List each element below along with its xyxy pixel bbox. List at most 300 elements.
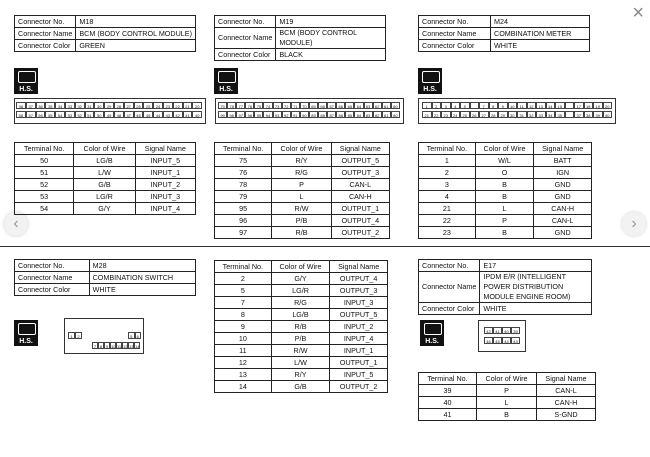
connector-color-label: Connector Color — [419, 40, 491, 52]
connector-pin: 54 — [55, 111, 65, 118]
terminal-no-cell: 76 — [215, 167, 272, 179]
connector-pin: 71 — [291, 102, 300, 109]
terminal-no-cell: 10 — [215, 333, 272, 345]
connector-color-label: Connector Color — [419, 303, 480, 315]
connector-pin: 7 — [93, 344, 97, 349]
signal-name-cell: CAN-H — [534, 203, 592, 215]
signal-name-cell: INPUT_2 — [330, 321, 388, 333]
connector-color-value: GREEN — [76, 40, 196, 52]
connector-diagram-e17 — [478, 320, 526, 352]
connector-pin: 93 — [273, 111, 282, 118]
terminal-no-cell: 2 — [419, 167, 476, 179]
wire-color-cell: R/W — [271, 345, 330, 357]
connector-pin: 1 — [422, 102, 432, 109]
connector-pin: 31 — [85, 102, 95, 109]
connector-pin: 11 — [517, 102, 527, 109]
terminal-row — [215, 345, 388, 357]
connector-color-value: WHITE — [480, 303, 592, 315]
connector-diagram-m28 — [64, 318, 144, 354]
connector-pin: 26 — [470, 111, 480, 118]
connector-pin: 82 — [373, 111, 382, 118]
terminal-row — [419, 397, 596, 409]
connector-name-value: BCM (BODY CONTROL MODULE) — [276, 28, 386, 49]
connector-pin: 2 — [432, 102, 442, 109]
connector-pin: 33 — [536, 111, 546, 118]
connector-pin: 45 — [143, 111, 153, 118]
connector-pin: 96 — [245, 111, 254, 118]
signal-name-header: Signal Name — [330, 261, 388, 273]
signal-name-cell: GND — [534, 227, 592, 239]
connector-color-value: WHITE — [89, 284, 195, 296]
connector-pin: 3 — [441, 102, 451, 109]
connector-name-label: Connector Name — [215, 28, 276, 49]
wire-color-cell: L/W — [271, 357, 330, 369]
terminal-no-cell: 96 — [215, 215, 272, 227]
connector-pin: 20 — [192, 102, 202, 109]
terminal-no-cell: 53 — [15, 191, 74, 203]
connector-diagram-m19 — [215, 98, 404, 124]
wire-color-cell: LG/B — [271, 309, 330, 321]
terminal-row — [215, 297, 388, 309]
connector-pin: 27 — [479, 111, 489, 118]
wire-color-header: Color of Wire — [477, 373, 537, 385]
close-icon[interactable]: × — [632, 2, 644, 24]
connector-no-value: M19 — [276, 16, 386, 28]
connector-pin: 2 — [75, 332, 82, 339]
signal-name-cell: INPUT_1 — [330, 345, 388, 357]
connector-pin: 91 — [291, 111, 300, 118]
signal-name-header: Signal Name — [331, 143, 389, 155]
connector-pin: 19 — [593, 102, 603, 109]
connector-pin: 58 — [16, 111, 26, 118]
wire-color-cell: G/Y — [271, 273, 330, 285]
connector-pin: 34 — [55, 102, 65, 109]
connector-pin: 72 — [282, 102, 291, 109]
wire-color-cell: R/Y — [271, 369, 330, 381]
terminal-no-cell: 13 — [215, 369, 272, 381]
signal-name-cell: CAN-H — [331, 191, 389, 203]
connector-pin: 28 — [489, 111, 499, 118]
wire-color-cell: P — [272, 179, 331, 191]
terminal-row — [215, 321, 388, 333]
connector-pin: 13 — [129, 344, 134, 349]
wire-color-cell: B — [477, 409, 537, 421]
connector-pin: 1 — [68, 332, 75, 339]
terminal-no-cell: 52 — [15, 179, 74, 191]
terminal-no-header: Terminal No. — [215, 261, 272, 273]
terminal-row — [215, 357, 388, 369]
connector-pin: 95 — [254, 111, 263, 118]
connector-pin: 42 — [173, 111, 183, 118]
connector-pin: 45 — [493, 337, 502, 344]
signal-name-cell: OUTPUT_2 — [331, 227, 389, 239]
wire-color-cell: L — [477, 397, 537, 409]
previous-arrow-icon[interactable]: ‹ — [4, 212, 28, 236]
wire-color-cell: R/Y — [272, 155, 331, 167]
wire-color-cell: P/B — [271, 333, 330, 345]
connector-pin: 70 — [300, 102, 309, 109]
connector-pin: 90 — [300, 111, 309, 118]
signal-name-header: Signal Name — [536, 373, 595, 385]
connector-pin: 21 — [422, 111, 432, 118]
wire-color-cell: G/B — [271, 381, 330, 393]
connector-pin: 40 — [502, 327, 511, 334]
connector-pin: 24 — [451, 111, 461, 118]
connector-name-label: Connector Name — [15, 272, 90, 284]
connector-pin: 31 — [517, 111, 527, 118]
terminal-no-cell: 1 — [419, 155, 476, 167]
connector-pin: 10 — [111, 344, 116, 349]
signal-name-cell: OUTPUT_4 — [331, 215, 389, 227]
signal-name-cell: OUTPUT_5 — [331, 155, 389, 167]
signal-name-cell: OUTPUT_5 — [330, 309, 388, 321]
connector-pin: 34 — [546, 111, 556, 118]
connector-diagram-m18 — [14, 98, 206, 124]
terminal-row — [419, 227, 592, 239]
connector-pin: 60 — [391, 102, 400, 109]
terminal-no-cell: 75 — [215, 155, 272, 167]
connector-no-label: Connector No. — [419, 260, 480, 272]
signal-name-cell: INPUT_5 — [330, 369, 388, 381]
signal-name-cell: OUTPUT_1 — [330, 357, 388, 369]
connector-color-label: Connector Color — [15, 40, 76, 52]
connector-pin: 62 — [373, 102, 382, 109]
harness-side-icon: H.S. — [214, 68, 238, 94]
terminal-no-cell: 9 — [215, 321, 272, 333]
signal-name-cell: INPUT_3 — [330, 297, 388, 309]
terminal-no-cell: 97 — [215, 227, 272, 239]
terminal-no-cell: 95 — [215, 203, 272, 215]
connector-pin: 15 — [555, 102, 565, 109]
wire-color-cell: B — [475, 179, 534, 191]
connector-pin: 40 — [603, 111, 613, 118]
connector-name-value: COMBINATION METER — [491, 28, 590, 40]
terminal-no-cell: 40 — [419, 397, 477, 409]
connector-pin: 68 — [318, 102, 327, 109]
connector-info-m18 — [14, 15, 196, 52]
connector-pin: 24 — [153, 102, 163, 109]
connector-no-label: Connector No. — [15, 16, 76, 28]
wire-color-cell: R/B — [271, 321, 330, 333]
connector-pin: 69 — [309, 102, 318, 109]
connector-pin: 49 — [104, 111, 114, 118]
wire-color-header: Color of Wire — [271, 261, 330, 273]
terminal-row — [215, 285, 388, 297]
connector-pin: 38 — [584, 111, 594, 118]
connector-info-e17 — [418, 259, 592, 315]
connector-pin: 40 — [192, 111, 202, 118]
signal-name-cell: GND — [534, 191, 592, 203]
wire-color-cell: LG/B — [74, 155, 135, 167]
connector-pin: 46 — [134, 111, 144, 118]
connector-color-label: Connector Color — [15, 284, 90, 296]
connector-pin: 78 — [227, 102, 236, 109]
connector-no-value: M24 — [491, 16, 590, 28]
connector-pin: 35 — [555, 111, 565, 118]
terminal-row — [215, 333, 388, 345]
connector-pin: 5 — [128, 332, 135, 339]
connector-name-value: COMBINATION SWITCH — [89, 272, 195, 284]
wire-color-cell: LG/R — [74, 191, 135, 203]
terminal-row — [15, 167, 196, 179]
terminal-no-cell: 39 — [419, 385, 477, 397]
connector-pin: 43 — [163, 111, 173, 118]
terminal-no-cell: 7 — [215, 297, 272, 309]
terminal-row — [419, 215, 592, 227]
section-divider — [0, 246, 650, 247]
connector-no-label: Connector No. — [419, 16, 491, 28]
connector-no-value: M18 — [76, 16, 196, 28]
connector-pin: 92 — [282, 111, 291, 118]
connector-pin: 9 — [105, 344, 109, 349]
connector-pin: 22 — [173, 102, 183, 109]
connector-pin: 51 — [85, 111, 95, 118]
signal-name-cell: CAN-H — [536, 397, 595, 409]
wire-color-cell: R/B — [272, 227, 331, 239]
terminal-no-cell: 14 — [215, 381, 272, 393]
wire-color-cell: L — [475, 203, 534, 215]
connector-pin: 23 — [441, 111, 451, 118]
terminal-no-header: Terminal No. — [419, 373, 477, 385]
connector-pin: 23 — [163, 102, 173, 109]
connector-pin: 27 — [124, 102, 134, 109]
connector-pin: 37 — [574, 111, 584, 118]
terminal-row — [419, 167, 592, 179]
connector-pin: 39 — [511, 327, 520, 334]
signal-name-cell: IGN — [534, 167, 592, 179]
connector-pin: 57 — [26, 111, 36, 118]
signal-name-cell: OUTPUT_2 — [330, 381, 388, 393]
connector-info-m28 — [14, 259, 196, 296]
terminal-no-cell: 50 — [15, 155, 74, 167]
connector-pin: 30 — [508, 111, 518, 118]
wire-color-cell: R/G — [271, 297, 330, 309]
wire-color-cell: R/G — [272, 167, 331, 179]
wire-color-cell: W/L — [475, 155, 534, 167]
wire-color-cell: B — [475, 227, 534, 239]
signal-name-cell: INPUT_4 — [330, 333, 388, 345]
terminal-row — [419, 179, 592, 191]
connector-pin: 25 — [143, 102, 153, 109]
connector-diagram-m24 — [418, 98, 616, 124]
terminal-no-header: Terminal No. — [215, 143, 272, 155]
connector-pin: 94 — [263, 111, 272, 118]
connector-pin: 74 — [263, 102, 272, 109]
terminal-row — [215, 215, 390, 227]
connector-color-value: WHITE — [491, 40, 590, 52]
connector-pin: 98 — [227, 111, 236, 118]
terminal-table-m28 — [214, 260, 388, 393]
connector-pin — [565, 102, 575, 109]
signal-name-cell: OUTPUT_3 — [330, 285, 388, 297]
terminal-row — [215, 273, 388, 285]
terminal-row — [15, 191, 196, 203]
connector-pin: 64 — [354, 102, 363, 109]
connector-pin: 99 — [218, 111, 227, 118]
connector-pin: 21 — [183, 102, 193, 109]
terminal-no-cell: 78 — [215, 179, 272, 191]
connector-no-label: Connector No. — [215, 16, 276, 28]
connector-pin: 14 — [135, 344, 140, 349]
wire-color-cell: O — [475, 167, 534, 179]
terminal-row — [419, 155, 592, 167]
harness-side-icon: H.S. — [420, 320, 444, 346]
terminal-no-cell: 8 — [215, 309, 272, 321]
terminal-no-cell: 54 — [15, 203, 74, 215]
connector-pin: 41 — [493, 327, 502, 334]
harness-side-icon: H.S. — [14, 320, 38, 346]
connector-pin: 65 — [345, 102, 354, 109]
connector-pin: 32 — [75, 102, 85, 109]
connector-pin: 50 — [94, 111, 104, 118]
connector-pin: 75 — [254, 102, 263, 109]
connector-pin: 8 — [489, 102, 499, 109]
signal-name-cell: CAN-L — [536, 385, 595, 397]
connector-pin — [565, 111, 575, 118]
connector-no-value: E17 — [480, 260, 592, 272]
connector-name-value: IPDM E/R (INTELLIGENT POWER DISTRIBUTION MODULE ENGINE ROOM) — [480, 272, 592, 303]
terminal-row — [215, 309, 388, 321]
connector-pin: 73 — [273, 102, 282, 109]
connector-pin: 5 — [460, 102, 470, 109]
connector-pin: 22 — [432, 111, 442, 118]
connector-pin: 37 — [26, 102, 36, 109]
terminal-no-cell: 5 — [215, 285, 272, 297]
terminal-row — [419, 385, 596, 397]
wire-color-cell: L/W — [74, 167, 135, 179]
connector-pin: 44 — [153, 111, 163, 118]
signal-name-cell: INPUT_2 — [135, 179, 195, 191]
connector-pin: 77 — [236, 102, 245, 109]
connector-pin: 13 — [536, 102, 546, 109]
terminal-row — [419, 191, 592, 203]
wire-color-header: Color of Wire — [272, 143, 331, 155]
next-arrow-icon[interactable]: › — [622, 212, 646, 236]
connector-pin: 85 — [345, 111, 354, 118]
connector-pin: 52 — [75, 111, 85, 118]
terminal-row — [15, 155, 196, 167]
terminal-no-cell: 11 — [215, 345, 272, 357]
connector-pin: 83 — [364, 111, 373, 118]
signal-name-cell: BATT — [534, 155, 592, 167]
terminal-row — [215, 369, 388, 381]
connector-pin: 47 — [124, 111, 134, 118]
connector-pin: 29 — [498, 111, 508, 118]
connector-info-m19 — [214, 15, 386, 61]
wire-color-cell: LG/R — [271, 285, 330, 297]
connector-pin: 7 — [479, 102, 489, 109]
terminal-row — [215, 381, 388, 393]
connector-pin: 12 — [527, 102, 537, 109]
connector-pin: 39 — [593, 111, 603, 118]
connector-pin: 53 — [65, 111, 75, 118]
terminal-row — [215, 203, 390, 215]
connector-pin: 36 — [36, 102, 46, 109]
connector-pin: 63 — [364, 102, 373, 109]
terminal-no-header: Terminal No. — [15, 143, 74, 155]
connector-pin: 76 — [245, 102, 254, 109]
connector-pin: 18 — [584, 102, 594, 109]
terminal-no-header: Terminal No. — [419, 143, 476, 155]
wire-color-cell: R/W — [272, 203, 331, 215]
terminal-row — [215, 179, 390, 191]
terminal-row — [215, 155, 390, 167]
signal-name-cell: GND — [534, 179, 592, 191]
connector-pin: 20 — [603, 102, 613, 109]
terminal-table-m24 — [418, 142, 592, 239]
terminal-no-cell: 51 — [15, 167, 74, 179]
signal-name-cell: S-GND — [536, 409, 595, 421]
connector-pin: 80 — [391, 111, 400, 118]
terminal-table-m19 — [214, 142, 390, 239]
signal-name-cell: INPUT_3 — [135, 191, 195, 203]
connector-pin: 41 — [183, 111, 193, 118]
connector-pin: 12 — [123, 344, 128, 349]
terminal-row — [15, 203, 196, 215]
wire-color-cell: B — [475, 191, 534, 203]
terminal-row — [215, 227, 390, 239]
connector-no-label: Connector No. — [15, 260, 90, 272]
wire-color-header: Color of Wire — [74, 143, 135, 155]
connector-pin: 55 — [45, 111, 55, 118]
signal-name-cell: OUTPUT_3 — [331, 167, 389, 179]
connector-pin: 14 — [546, 102, 556, 109]
connector-pin: 84 — [354, 111, 363, 118]
terminal-no-cell: 3 — [419, 179, 476, 191]
wire-color-cell: L — [272, 191, 331, 203]
connector-pin: 33 — [65, 102, 75, 109]
signal-name-cell: OUTPUT_1 — [331, 203, 389, 215]
connector-pin: 48 — [114, 111, 124, 118]
connector-name-label: Connector Name — [419, 28, 491, 40]
connector-color-label: Connector Color — [215, 49, 276, 61]
connector-pin: 86 — [336, 111, 345, 118]
terminal-no-cell: 22 — [419, 215, 476, 227]
connector-pin: 97 — [236, 111, 245, 118]
wire-color-cell: P/B — [272, 215, 331, 227]
connector-no-value: M28 — [89, 260, 195, 272]
signal-name-cell: CAN-L — [534, 215, 592, 227]
terminal-no-cell: 41 — [419, 409, 477, 421]
terminal-row — [215, 191, 390, 203]
connector-pin: 6 — [135, 332, 142, 339]
connector-pin — [470, 102, 480, 109]
signal-name-cell: INPUT_4 — [135, 203, 195, 215]
connector-name-label: Connector Name — [419, 272, 480, 303]
connector-pin: 30 — [94, 102, 104, 109]
wire-color-cell: P — [475, 215, 534, 227]
connector-color-value: BLACK — [276, 49, 386, 61]
terminal-row — [419, 409, 596, 421]
terminal-row — [419, 203, 592, 215]
connector-pin: 4 — [451, 102, 461, 109]
connector-pin: 38 — [16, 102, 26, 109]
signal-name-cell: CAN-L — [331, 179, 389, 191]
harness-side-icon: H.S. — [14, 68, 38, 94]
connector-pin: 11 — [117, 344, 122, 349]
signal-name-header: Signal Name — [135, 143, 195, 155]
connector-pin: 66 — [336, 102, 345, 109]
connector-pin: 35 — [45, 102, 55, 109]
wire-color-cell: P — [477, 385, 537, 397]
connector-pin: 10 — [508, 102, 518, 109]
terminal-no-cell: 79 — [215, 191, 272, 203]
connector-pin: 25 — [460, 111, 470, 118]
connector-pin: 89 — [309, 111, 318, 118]
signal-name-cell: INPUT_5 — [135, 155, 195, 167]
wire-color-cell: G/Y — [74, 203, 135, 215]
connector-info-m24 — [418, 15, 590, 52]
